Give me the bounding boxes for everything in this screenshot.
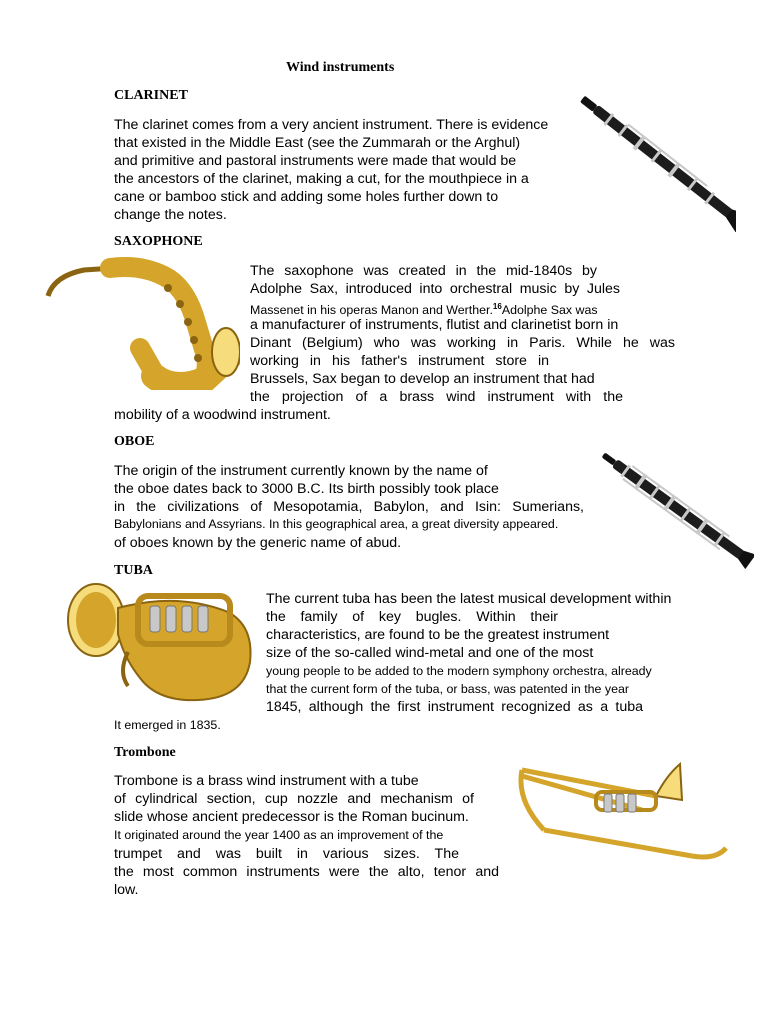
- oboe-image: [598, 448, 754, 580]
- text-line: of oboes known by the generic name of abud.: [114, 535, 402, 551]
- text-line: low.: [114, 882, 139, 898]
- text-line: Trombone is a brass wind instrument with a tube: [114, 773, 419, 789]
- text-line: the ancestors of the clarinet, making a cut, for the mouthpiece in a: [114, 171, 529, 187]
- trombone-heading: Trombone: [114, 745, 176, 760]
- text-line: the oboe dates back to 3000 B.C. Its birth possibly took place: [114, 481, 499, 497]
- text-line: and primitive and pastoral instruments were made that would be: [114, 153, 517, 169]
- text-line: the most common instruments were the alto, tenor and: [114, 864, 499, 880]
- text-line: characteristics, are found to be the greatest instrument: [266, 627, 610, 643]
- oboe-heading: OBOE: [114, 434, 155, 449]
- text-line: It emerged in 1835.: [114, 718, 221, 732]
- text-line: The saxophone was created in the mid-1840s by: [250, 263, 597, 279]
- text-line: slide whose ancient predecessor is the Roman bucinum.: [114, 809, 469, 825]
- text-line: mobility of a woodwind instrument.: [114, 407, 331, 423]
- text-line: a manufacturer of instruments, flutist and clarinetist born in: [250, 317, 619, 333]
- text-line: the projection of a brass wind instrument with the: [250, 389, 623, 405]
- text-span: Adolphe Sax was: [501, 303, 598, 318]
- text-line: It originated around the year 1400 as an improvement of the: [114, 828, 444, 842]
- saxophone-heading: SAXOPHONE: [114, 234, 203, 249]
- text-line: change the notes.: [114, 207, 227, 223]
- text-line: the family of key bugles. Within their: [266, 609, 558, 625]
- text-line: 1845, although the first instrument recognized as a tuba: [266, 699, 643, 715]
- text-line: in the civilizations of Mesopotamia, Babylon, and Isin: Sumerians,: [114, 499, 584, 515]
- text-line: cane or bamboo stick and adding some holes further down to: [114, 189, 499, 205]
- tuba-image: [58, 582, 258, 710]
- text-line: Brussels, Sax began to develop an instrument that had: [250, 371, 595, 387]
- text-line: of cylindrical section, cup nozzle and mechanism of: [114, 791, 474, 807]
- text-line: The clarinet comes from a very ancient instrument. There is evidence: [114, 117, 549, 133]
- text-line: working in his father's instrument store in: [250, 353, 549, 369]
- page-title: Wind instruments: [286, 60, 395, 75]
- text-line: The current tuba has been the latest musical development within: [266, 591, 672, 607]
- text-line: trumpet and was built in various sizes. The: [114, 846, 459, 862]
- clarinet-heading: CLARINET: [114, 88, 188, 103]
- text-line: size of the so-called wind-metal and one of the most: [266, 645, 594, 661]
- clarinet-image: [574, 92, 736, 232]
- text-line: Dinant (Belgium) who was working in Paris. While he was: [250, 335, 675, 351]
- text-line: young people to be added to the modern symphony orchestra, already: [266, 664, 652, 678]
- text-line: that the current form of the tuba, or bass, was patented in the year: [266, 682, 629, 696]
- text-line: Babylonians and Assyrians. In this geographical area, a great diversity appeared.: [114, 517, 559, 531]
- text-line: Adolphe Sax, introduced into orchestral music by Jules: [250, 281, 620, 297]
- text-span: Massenet in his operas Manon and Werther.: [250, 303, 493, 318]
- footnote-marker[interactable]: 16: [492, 302, 502, 311]
- text-line: The origin of the instrument currently known by the name of: [114, 463, 488, 479]
- trombone-image: [516, 756, 738, 870]
- tuba-heading: TUBA: [114, 563, 153, 578]
- text-line: that existed in the Middle East (see the Zummarah or the Arghul): [114, 135, 521, 151]
- saxophone-image: [44, 256, 240, 390]
